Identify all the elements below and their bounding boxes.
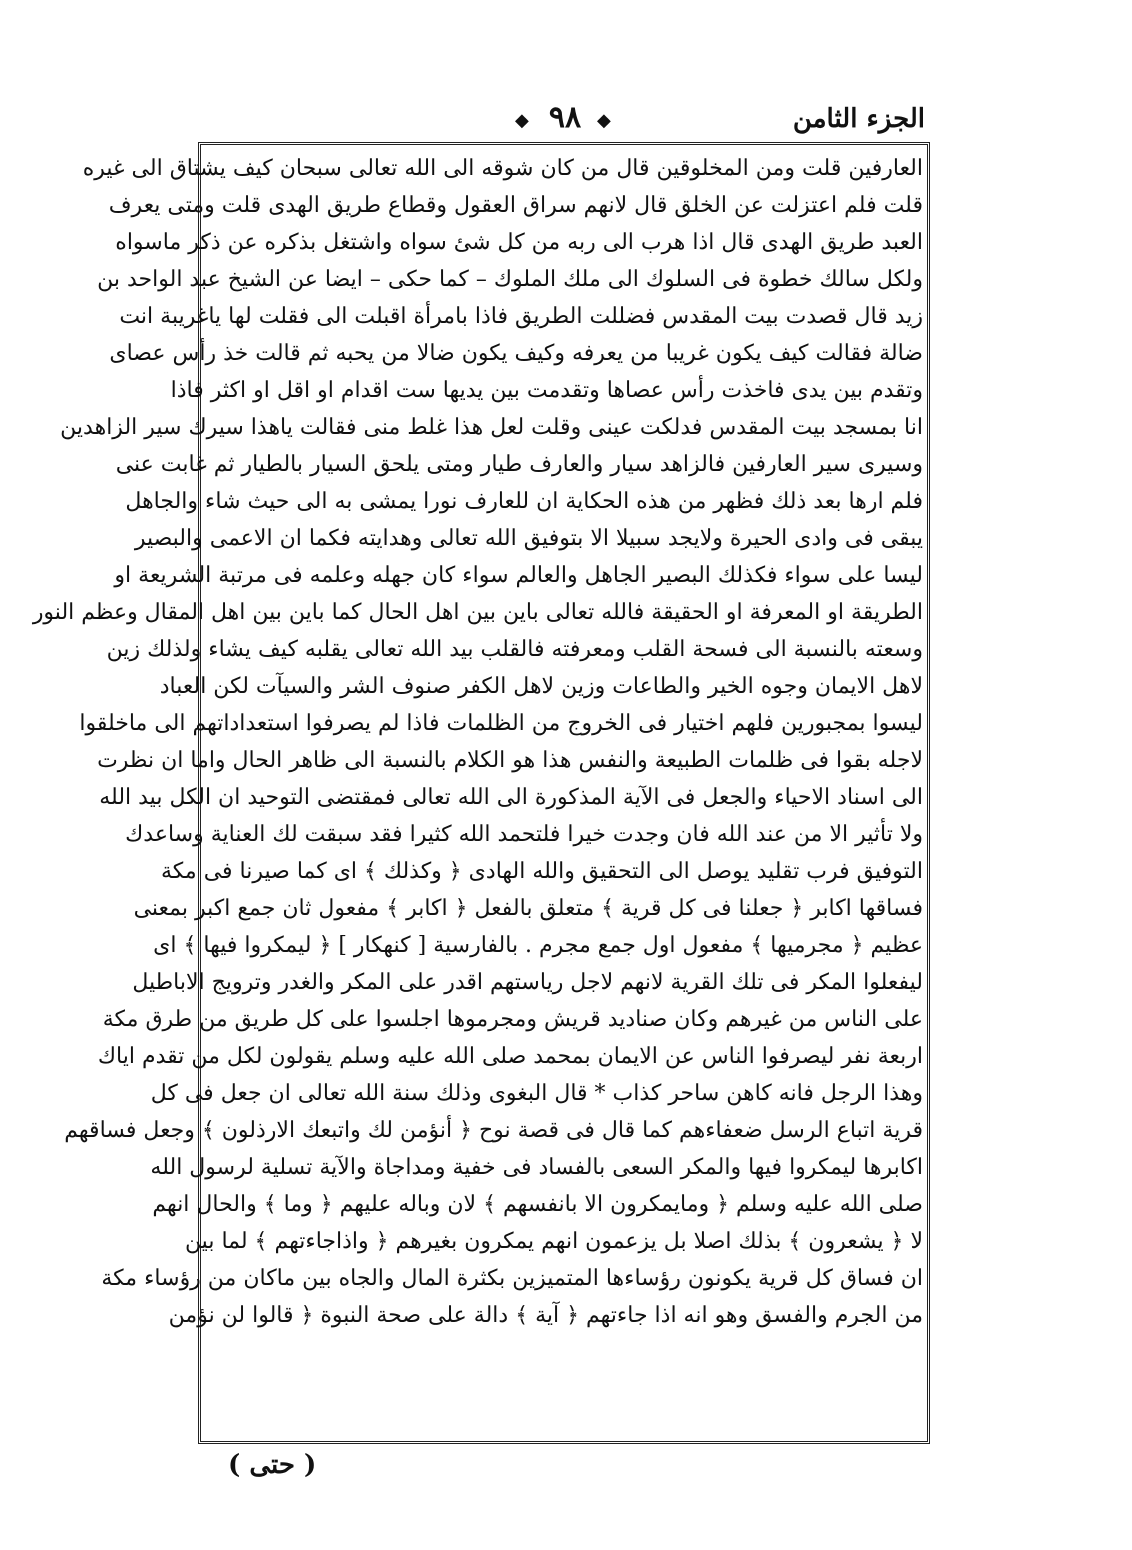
text-line: يبقى فى وادى الحيرة ولايجد سبيلا الا بتوفيق الله تعالى وهدايته فكما ان الاعمى والبصير — [134, 526, 923, 551]
text-line: وتقدم بين يدى فاخذت رأس عصاها وتقدمت بين يديها ست اقدام او اقل او اكثر فاذا — [170, 378, 923, 403]
text-line: العبد طريق الهدى قال اذا هرب الى ربه من كل شئ سواه واشتغل بذكره عن ذكر ماسواه — [115, 230, 923, 255]
text-line: عظيم ﴿ مجرميها ﴾ مفعول اول جمع مجرم . بالفارسية [ كنهكار ] ﴿ ليمكروا فيها ﴾ اى — [153, 933, 923, 958]
text-line: وسيرى سير العارفين فالزاهد سيار والعارف طيار ومتى يلحق السيار بالطيار ثم غابت عنى — [115, 452, 923, 477]
text-line: الى اسناد الاحياء والجعل فى الآية المذكورة الى الله تعالى فمقتضى التوحيد ان الكل بيد الله — [99, 785, 923, 810]
text-line: اكابرها ليمكروا فيها والمكر السعى بالفساد فى خفية ومداجاة والآية تسلية لرسول الله — [150, 1155, 923, 1180]
text-line: لاهل الايمان وجوه الخير والطاعات وزين لاهل الكفر صنوف الشر والسيآت لكن العباد — [159, 674, 923, 699]
text-line: اربعة نفر ليصرفوا الناس عن الايمان بمحمد صلى الله عليه وسلم يقولون لكل من تقدم اياك — [97, 1044, 923, 1069]
main-text — [32, 150, 923, 1435]
text-line: ليسوا بمجبورين فلهم اختيار فى الخروج من الظلمات فاذا لم يصرفوا استعداداتهم الى ماخلقوا — [79, 711, 923, 736]
text-line: من الجرم والفسق وهو انه اذا جاءتهم ﴿ آية ﴾ دالة على صحة النبوة ﴿ قالوا لن نؤمن — [168, 1303, 923, 1328]
text-line: صلى الله عليه وسلم ﴿ ومايمكرون الا بانفسهم ﴾ لان وباله عليهم ﴿ وما ﴾ والحال انهم — [152, 1192, 923, 1217]
text-line: زيد قال قصدت بيت المقدس فضللت الطريق فاذا بامرأة اقبلت الى فقلت لها ياغريبة انت — [119, 304, 923, 329]
text-line: ان فساق كل قرية يكونون رؤساءها المتميزين بكثرة المال والجاه بين ماكان من رؤساء مكة — [101, 1266, 923, 1291]
text-line: انا بمسجد بيت المقدس فدلكت عينى وقلت لعل هذا غلط منى فقالت ياهذا سيرك سير الزاهدين — [60, 415, 923, 440]
text-line: العارفين قلت ومن المخلوقين قال من كان شوقه الى الله تعالى سبحان كيف يشتاق الى غيره — [82, 156, 923, 181]
text-line: التوفيق فرب تقليد يوصل الى التحقيق والله الهادى ﴿ وكذلك ﴾ اى كما صيرنا فى مكة — [160, 859, 923, 884]
text-line: ليفعلوا المكر فى تلك القرية لانهم لاجل رياستهم اقدر على المكر والغدر وترويج الاباطيل — [132, 970, 923, 995]
page-number: ٩٨ — [548, 100, 582, 135]
text-line: وهذا الرجل فانه كاهن ساحر كذاب * قال البغوى وذلك سنة الله تعالى ان جعل فى كل — [150, 1081, 923, 1106]
catchword: ( حتى ) — [228, 1450, 317, 1480]
page-header — [205, 98, 925, 142]
text-line: ليسا على سواء فكذلك البصير الجاهل والعالم سواء كان جهله وعلمه فى مرتبة الشريعة او — [114, 563, 923, 588]
ornament-right-icon: ◆ — [597, 110, 611, 131]
text-line: ولا تأثير الا من عند الله فان وجدت خيرا فلتحمد الله كثيرا فقد سبقت لك العناية وساعدك — [125, 822, 923, 847]
part-label: الجزء الثامن — [792, 104, 925, 134]
text-line: ولكل سالك خطوة فى السلوك الى ملك الملوك – كما حكى – ايضا عن الشيخ عبد الواحد بن — [97, 267, 923, 292]
text-line: على الناس من غيرهم وكان صناديد قريش ومجرموها اجلسوا على كل طريق من طرق مكة — [102, 1007, 923, 1032]
text-line: وسعته بالنسبة الى فسحة القلب ومعرفته فالقلب بيد الله تعالى يقلبه كيف يشاء ولذلك زين — [106, 637, 923, 662]
text-line: فساقها اكابر ﴿ جعلنا فى كل قرية ﴾ متعلق بالفعل ﴿ اكابر ﴾ مفعول ثان جمع اكبر بمعنى — [133, 896, 923, 921]
text-line: قلت فلم اعتزلت عن الخلق قال لانهم سراق العقول وقطاع طريق الهدى قلت ومتى يعرف — [108, 193, 923, 218]
text-line: لا ﴿ يشعرون ﴾ بذلك اصلا بل يزعمون انهم يمكرون بغيرهم ﴿ واذاجاءتهم ﴾ لما بين — [184, 1229, 923, 1254]
text-line: الطريقة او المعرفة او الحقيقة فالله تعالى باين بين اهل الحال كما باين بين اهل المقال وعظم النور — [32, 600, 923, 625]
text-line: ضالة فقالت كيف يكون غريبا من يعرفه وكيف يكون ضالا من يحبه ثم قالت خذ رأس عصاى — [109, 341, 923, 366]
text-line: لاجله بقوا فى ظلمات الطبيعة والنفس هذا هو الكلام بالنسبة الى ظاهر الحال واما ان نظرت — [97, 748, 923, 773]
text-line: فلم ارها بعد ذلك فظهر من هذه الحكاية ان للعارف نورا يمشى به الى حيث شاء والجاهل — [125, 489, 923, 514]
text-line: قرية اتباع الرسل ضعفاءهم كما قال فى قصة نوح ﴿ أنؤمن لك واتبعك الارذلون ﴾ وجعل فساقهم — [64, 1118, 923, 1143]
ornament-left-icon: ◆ — [515, 110, 529, 131]
